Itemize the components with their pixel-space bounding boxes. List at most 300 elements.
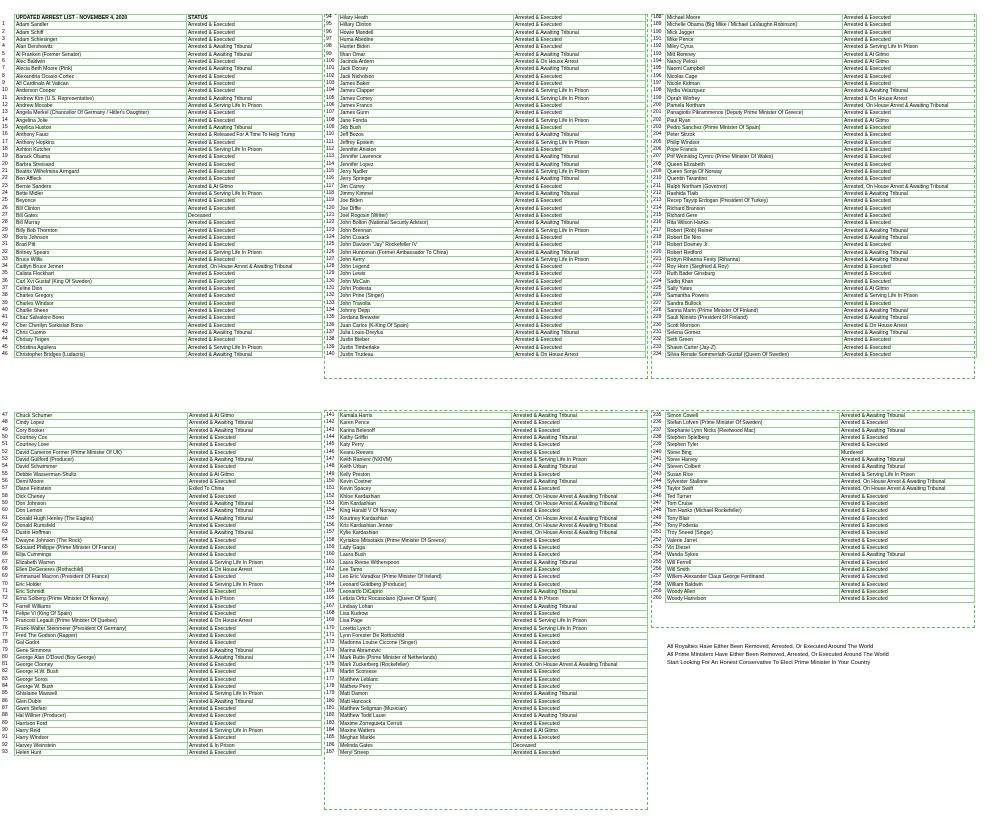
person-name: Dick Cheney [14,493,187,500]
row-number: 213 [653,197,662,204]
person-name: James Clapper [338,87,513,94]
table-row [2,500,322,507]
row-number: 236 [653,419,662,426]
status-cell: Arrested & Executed [842,161,977,168]
row-number: 247 [653,499,662,506]
row-number: 87 [2,705,8,712]
person-name: Farrell Williams [14,603,187,610]
table-row [2,205,323,212]
status-cell: Arrested, On House Arrest & Awaiting Tribunal [186,263,323,270]
status-cell: Arrested & Serving Life In Prison [511,625,648,632]
person-name: Vin Diesel [665,544,839,551]
row-number: 195 [653,65,662,72]
table-row [653,588,975,595]
row-number: 216 [653,219,662,226]
row-number: 182 [326,712,335,719]
status-cell: Arrested & Executed [842,351,977,358]
table-row [653,161,977,168]
status-cell: Arrested & Executed [186,109,323,116]
status-cell: Arrested & On House Arrest [513,351,646,358]
table-row [326,36,646,43]
status-cell: Arrested & Executed [513,14,646,21]
table-row [2,344,323,351]
row-number: 148 [326,463,335,470]
person-name: Emmanuel Macron (President Of France) [14,573,187,580]
table-row [326,668,648,675]
status-cell: Arrested & In Prison [511,595,648,602]
status-cell: Arrested & Executed [513,263,646,270]
person-name: Harrison Ford [14,720,187,727]
status-cell: Arrested & Awaiting Tribunal [511,412,648,419]
row-number: 145 [326,441,335,448]
table-row [653,544,975,551]
status-cell: Arrested & Executed [187,632,322,639]
table-row [2,117,323,124]
status-cell: Arrested & Executed [842,14,977,21]
row-number: 221 [653,255,662,262]
status-cell: Arrested & Executed [511,705,648,712]
person-name: Jeff Bezos [338,131,513,138]
row-number: 193 [653,50,662,57]
table-row [653,21,977,28]
person-name: Leonardo DiCaprio [338,588,511,595]
row-number: 119 [326,197,335,204]
person-name: Rashida Tlaib [665,190,842,197]
status-cell: Arrested & Awaiting Tribunal [513,161,646,168]
row-number: 39 [2,299,8,306]
person-name: Willem-Alexander Claus George Ferdinand [665,573,839,580]
row-number: 180 [326,697,335,704]
status-cell: Arrested & Awaiting Tribunal [187,427,322,434]
person-name: Peter Strzok [665,131,842,138]
row-number: 208 [653,160,662,167]
row-number: 202 [653,116,662,123]
table-row [2,58,323,65]
person-name: Matt Damon [338,690,511,697]
person-name: Will Ferrell [665,559,839,566]
row-number: 256 [653,565,662,572]
table-row [2,263,323,270]
table-row [2,219,323,226]
table-row [653,573,975,580]
table-row [326,441,648,448]
row-number: 150 [326,477,335,484]
row-number: 192 [653,43,662,50]
row-number: 183 [326,719,335,726]
status-cell: Arrested & Executed [511,676,648,683]
person-name: Meghan Markle [338,734,511,741]
person-name: Francois Legault (Prime Minister Of Quebec) [14,617,187,624]
person-name: Charlie Sheen [14,307,186,314]
person-name: Kylie Kardashian [338,529,511,536]
row-number: 158 [326,536,335,543]
table-row [2,683,322,690]
table-row [326,51,646,58]
table-row [326,581,648,588]
person-name: Maxime Zorreguieta Cerruti [338,720,511,727]
person-name: John Lewis [338,270,513,277]
person-name: John Travolta [338,300,513,307]
status-cell: Arrested & Executed [187,537,322,544]
status-cell: Arrested, On House Arrest & Awaiting Tribunal [511,493,648,500]
person-name: Elizabeth Warren [14,559,187,566]
status-cell: Arrested & Executed [186,117,323,124]
status-cell: Arrested & Serving Life In Prison [513,87,646,94]
status-cell: Arrested & Awaiting Tribunal [513,175,646,182]
status-cell: Arrested & Executed [186,227,323,234]
row-number: 196 [653,72,662,79]
person-name: Huma Abedine [338,36,513,43]
table-row [653,263,977,270]
status-cell: Arrested & Executed [186,161,323,168]
table-row [326,43,646,50]
table-row [2,419,322,426]
status-cell: Arrested & Executed [842,270,977,277]
table-row [2,197,323,204]
person-name: Joe Diffie [338,205,513,212]
status-cell: Arrested & Awaiting Tribunal [511,559,648,566]
status-cell: Arrested & Awaiting Tribunal [513,249,646,256]
row-number: 254 [653,551,662,558]
status-cell: Arrested & Executed [187,463,322,470]
row-number: 194 [653,57,662,64]
person-name: Adam Sandler [14,21,186,28]
row-number: 132 [326,292,335,299]
row-number: 69 [2,573,8,580]
row-number: 235 [653,412,662,418]
row-number: 243 [653,470,662,477]
row-number: 225 [653,285,662,292]
person-name: Gal Gadot [14,639,187,646]
row-number: 21 [2,167,8,174]
table-row [653,500,975,507]
person-name: Anjelica Huston [14,124,186,131]
status-cell: Arrested, On House Arrest & Awaiting Tribunal [511,522,648,529]
row-number: 122 [326,219,335,226]
row-number: 37 [2,285,8,292]
person-name: John McCain [338,278,513,285]
table-row [326,632,648,639]
table-row [653,344,977,351]
row-number: 190 [653,28,662,35]
row-number: 228 [653,307,662,314]
row-number: 230 [653,321,662,328]
status-cell: Arrested & Executed [842,146,977,153]
table-row [326,485,648,492]
person-name: Erna Solberg (Prime Minister Of Norway) [14,595,187,602]
person-name: Demi Moore [14,478,187,485]
status-cell: Arrested & Awaiting Tribunal [839,412,975,419]
person-name: Matthew Todd Lauer [338,712,511,719]
row-number: 187 [326,749,335,756]
table-row [653,29,977,36]
person-name: Eric Holder [14,581,187,588]
person-name: Bill Gates [14,212,186,219]
row-number: 212 [653,189,662,196]
row-number: 217 [653,226,662,233]
table-row [326,522,648,529]
status-cell: Arrested & Awaiting Tribunal [186,329,323,336]
status-cell: Arrested & Executed [513,36,646,43]
row-number: 137 [326,329,335,336]
status-cell: Arrested & Awaiting Tribunal [186,351,323,358]
table-row [2,256,323,263]
person-name: Letizia Ortiz Rocasolano (Queen Of Spain) [338,595,511,602]
person-name: Jerry Springer [338,175,513,182]
row-number: 66 [2,551,8,558]
status-cell: Arrested & Awaiting Tribunal [187,507,322,514]
row-number: 166 [326,595,335,602]
table-row [653,307,977,314]
table-row [2,175,323,182]
table-row [326,712,648,719]
table-row [653,197,977,204]
row-number: 52 [2,448,8,455]
row-number: 90 [2,727,8,734]
table-row [326,14,646,21]
row-number: 20 [2,160,8,167]
row-number: 250 [653,521,662,528]
person-name: Joel Rogosin (Writer) [338,212,513,219]
table-row [653,241,977,248]
row-number: 141 [326,412,335,418]
person-name: Alecia Beth Moore (Pink) [14,65,186,72]
person-name: Cory Booker [14,427,187,434]
table-row [2,522,322,529]
status-cell: Arrested & Executed [842,168,977,175]
status-cell: Arrested & Awaiting Tribunal [511,712,648,719]
table-row [326,307,646,314]
person-name: Karen Pence [338,419,511,426]
status-cell: Arrested & Executed [186,153,323,160]
person-name: John Bolton (National Security Advisor) [338,219,513,226]
status-cell: Arrested & Executed [187,449,322,456]
row-number: 84 [2,683,8,690]
table-row [326,603,648,610]
table-row [2,639,322,646]
row-number: 204 [653,131,662,138]
table-row [2,449,322,456]
status-cell: Arrested & Executed [513,336,646,343]
table-row [2,146,323,153]
person-name: Chrissy Teigen [14,336,186,343]
row-number: 11 [2,94,8,101]
status-cell: Arrested & Executed [511,632,648,639]
status-cell: Arrested & On House Arrest [187,566,322,573]
status-cell: Arrested & Awaiting Tribunal [842,329,977,336]
status-cell: Arrested & Executed [842,153,977,160]
person-name: Hillary Clinton [338,21,513,28]
row-number: 175 [326,661,335,668]
row-number: 179 [326,690,335,697]
row-number: 72 [2,595,8,602]
status-cell: Arrested & Executed [511,551,648,558]
status-cell: Arrested & Awaiting Tribunal [511,463,648,470]
status-cell: Arrested & Executed [511,573,648,580]
row-number: 30 [2,233,8,240]
row-number: 33 [2,255,8,262]
person-name: Paul Ryan [665,117,842,124]
person-name: Johnny Depp [338,307,513,314]
person-name: Tony Blair [665,515,839,522]
row-number: 100 [326,57,335,64]
status-cell: Arrested, On House Arrest & Awaiting Tribunal [839,485,975,492]
status-cell: Arrested & Executed [513,234,646,241]
arrest-table-block-5 [653,14,977,358]
status-cell: Arrested & Executed [839,441,975,448]
row-number: 214 [653,204,662,211]
person-name: Nancy Pelosi [665,58,842,65]
table-row [2,336,323,343]
status-cell: Arrested & Executed [842,131,977,138]
status-cell: Arrested & Executed [187,734,322,741]
person-name: Celine Dion [14,285,186,292]
person-name: Alec Baldwin [14,58,186,65]
table-row [653,124,977,131]
row-number: 144 [326,433,335,440]
status-cell: Arrested & Serving Life In Prison [186,344,323,351]
status-cell: Arrested & Executed [186,36,323,43]
table-row [2,566,322,573]
status-cell: Arrested & Executed [186,87,323,94]
table-row [653,285,977,292]
person-name: Dustin Hoffman [14,529,187,536]
footnote: All Royalties Have Either Been Removed, Arrested, Or Executed Around The World [667,644,874,650]
row-number: 77 [2,631,8,638]
row-number: 153 [326,499,335,506]
person-name: Angelina Jolie [14,117,186,124]
row-number: 8 [2,72,5,79]
status-cell: Arrested & At Gitmo [842,285,977,292]
person-name: Naomi Campbell [665,65,842,72]
status-cell: Arrested & Executed [842,278,977,285]
status-cell: Arrested & Executed [187,676,322,683]
person-name: Laura Reese Witherspoon [338,559,511,566]
status-cell: Arrested & Awaiting Tribunal [187,515,322,522]
person-name: Pamela Northam [665,102,842,109]
status-cell: Arrested & Executed [186,234,323,241]
row-number: 110 [326,131,335,138]
table-row [326,500,648,507]
person-name: Mike Pence [665,36,842,43]
table-row [326,493,648,500]
person-name: Andrew Mccabe [14,102,186,109]
row-number: 257 [653,573,662,580]
table-row [326,183,646,190]
person-name: Shawn Carter (Jay-Z) [665,344,842,351]
table-row [326,639,648,646]
status-cell: Arrested & Executed [839,529,975,536]
status-cell: Arrested & Executed [186,285,323,292]
status-cell: Arrested & Executed [839,507,975,514]
status-cell: Arrested & Serving Life In Prison [511,456,648,463]
table-row [326,249,646,256]
table-row [326,471,648,478]
table-row [653,278,977,285]
table-row [653,227,977,234]
table-row [653,175,977,182]
person-name: Ralph Northam (Governor) [665,183,842,190]
row-number: 38 [2,292,8,299]
row-number: 95 [326,21,332,28]
person-name: Silvia Renate Sommerlath Gustaf (Queen Of Sweden) [665,351,842,358]
status-cell: Arrested & Executed [842,21,977,28]
table-row [2,190,323,197]
person-name: Meryl Streep [338,749,511,756]
status-cell: Deceased [511,742,648,749]
person-name: George W. Bush [14,683,187,690]
person-name: Khloe Kardashian [338,493,511,500]
row-number: 74 [2,609,8,616]
status-cell: Arrested & Executed [842,263,977,270]
row-number: 115 [326,167,335,174]
person-name: Lisa Page [338,617,511,624]
table-row [326,661,648,668]
row-number: 222 [653,263,662,270]
table-row [326,647,648,654]
status-cell: Arrested & Serving Life In Prison [842,43,977,50]
table-row [2,559,322,566]
row-number: 131 [326,285,335,292]
table-row [326,544,648,551]
row-number: 32 [2,248,8,255]
status-cell: Arrested & Awaiting Tribunal [513,190,646,197]
table-row [326,292,646,299]
status-cell: Arrested & Serving Life In Prison [186,102,323,109]
person-name: Jacinda Ardern [338,58,513,65]
row-number: 168 [326,609,335,616]
table-row [2,412,322,419]
person-name: Boris Johnson [14,234,186,241]
person-name: John Prine (Singer) [338,292,513,299]
row-number: 200 [653,101,662,108]
status-cell: Arrested & Executed [187,441,322,448]
table-row [653,270,977,277]
person-name: Panagiotis Pikrammenos (Deputy Prime Minister Of Greece) [665,109,842,116]
status-cell: Arrested & Executed [511,749,648,756]
row-number: 255 [653,558,662,565]
row-number: 259 [653,587,662,594]
table-row [2,292,323,299]
row-number: 56 [2,477,8,484]
person-name: Lynn Forester De Rothschild [338,632,511,639]
row-number: 60 [2,507,8,514]
status-cell: Arrested & Awaiting Tribunal [187,456,322,463]
row-number: 239 [653,441,662,448]
row-number: 155 [326,514,335,521]
table-row [326,727,648,734]
status-cell: Arrested & Executed [842,197,977,204]
status-cell: Arrested & Executed [511,734,648,741]
person-name: Jennifer Lopez [338,161,513,168]
table-row [653,537,975,544]
row-number: 65 [2,543,8,550]
table-row [653,463,975,470]
person-name: Kamala Harris [338,412,511,419]
row-number: 174 [326,653,335,660]
person-name: Bruce Willis [14,256,186,263]
row-number: 199 [653,94,662,101]
row-number: 44 [2,336,8,343]
table-row [653,65,977,72]
status-cell: Arrested & Executed [513,102,646,109]
status-cell: Arrested & On House Arrest [187,617,322,624]
person-name: Richard Branson [665,205,842,212]
status-cell: Arrested & Executed [839,581,975,588]
row-number: 118 [326,189,335,196]
status-cell: Arrested & At Gitmo [186,183,323,190]
status-cell: Arrested, On House Arrest & Awaiting Tribunal [511,661,648,668]
